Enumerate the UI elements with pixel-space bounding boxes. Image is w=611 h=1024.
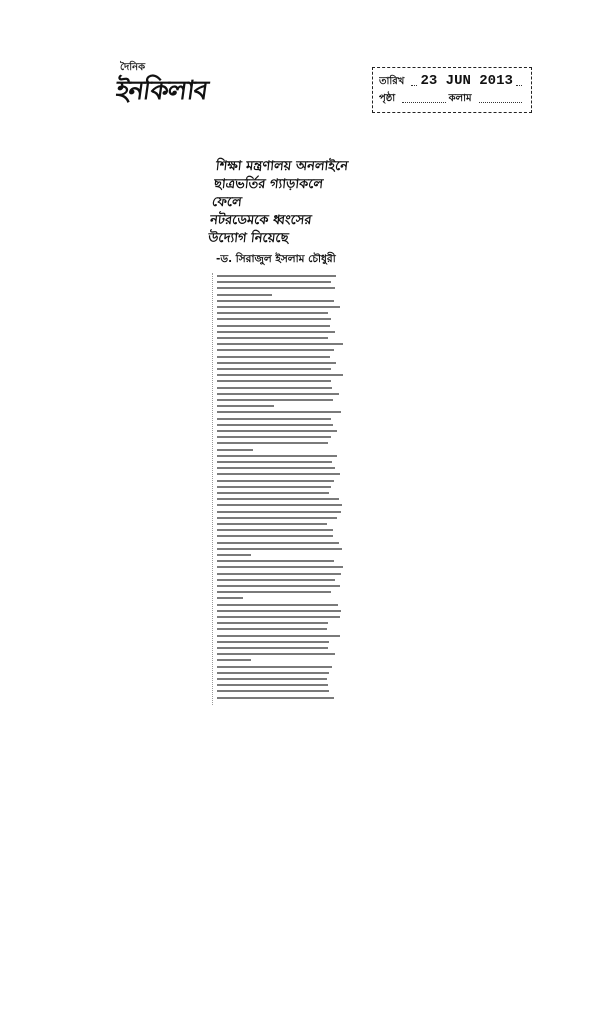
body-text-line bbox=[217, 597, 243, 599]
newspaper-masthead bbox=[116, 60, 236, 108]
body-text-line bbox=[217, 498, 339, 500]
body-text-line bbox=[217, 672, 329, 674]
body-text-line bbox=[217, 356, 330, 358]
body-text-line bbox=[217, 368, 331, 370]
body-text-line bbox=[217, 690, 329, 692]
body-text-line bbox=[217, 380, 331, 382]
article-body bbox=[212, 273, 347, 705]
body-text-line bbox=[217, 300, 334, 302]
body-text-line bbox=[217, 511, 341, 513]
body-text-line bbox=[217, 579, 335, 581]
stamp-page-label: পৃষ্ঠা bbox=[379, 93, 396, 104]
body-text-line bbox=[217, 504, 342, 506]
article-headline bbox=[207, 158, 351, 248]
article-body-illegible-lines bbox=[217, 273, 343, 705]
body-text-line bbox=[217, 312, 328, 314]
body-text-line bbox=[217, 647, 328, 649]
body-text-line bbox=[217, 461, 332, 463]
stamp-date-value: 23 JUN 2013 bbox=[420, 73, 513, 89]
body-text-line bbox=[217, 405, 274, 407]
stamp-date-label: তারিখ bbox=[379, 76, 405, 87]
body-text-line bbox=[217, 591, 331, 593]
body-text-line bbox=[217, 697, 334, 699]
stamp-column-label: কলাম bbox=[448, 93, 472, 104]
body-text-line bbox=[217, 337, 328, 339]
body-text-line bbox=[217, 566, 343, 568]
body-text-line bbox=[217, 306, 340, 308]
body-text-line bbox=[217, 287, 335, 289]
body-text-line bbox=[217, 449, 253, 451]
body-text-line bbox=[217, 523, 327, 525]
body-text-line bbox=[217, 548, 342, 550]
body-text-line bbox=[217, 455, 337, 457]
masthead-name: ইনকিলাব bbox=[114, 76, 210, 106]
body-text-line bbox=[217, 641, 329, 643]
body-text-line bbox=[217, 393, 339, 395]
body-text-line bbox=[217, 542, 339, 544]
body-text-line bbox=[217, 517, 337, 519]
body-text-line bbox=[217, 529, 333, 531]
body-text-line bbox=[217, 560, 334, 562]
body-text-line bbox=[217, 659, 251, 661]
body-text-line bbox=[217, 635, 340, 637]
body-text-line bbox=[217, 480, 334, 482]
body-text-line bbox=[217, 362, 336, 364]
body-text-line bbox=[217, 684, 328, 686]
body-text-line bbox=[217, 678, 327, 680]
body-text-line bbox=[217, 610, 341, 612]
body-text-line bbox=[217, 349, 334, 351]
headline-line: শিক্ষা মন্ত্রণালয় অনলাইনে bbox=[215, 159, 349, 174]
body-text-line bbox=[217, 616, 340, 618]
body-text-line bbox=[217, 442, 328, 444]
article-byline: -ড. সিরাজুল ইসলাম চৌধুরী bbox=[216, 253, 336, 265]
body-text-line bbox=[217, 628, 327, 630]
body-text-line bbox=[217, 486, 331, 488]
body-text-line bbox=[217, 492, 329, 494]
body-text-line bbox=[217, 275, 336, 277]
headline-line: নটরডেমকে ধ্বংসের bbox=[209, 213, 313, 228]
body-text-line bbox=[217, 573, 341, 575]
body-text-line bbox=[217, 331, 335, 333]
masthead-small-text: দৈনিক bbox=[120, 62, 146, 73]
body-text-line bbox=[217, 281, 331, 283]
article-clipping bbox=[207, 158, 349, 705]
body-text-line bbox=[217, 467, 335, 469]
body-text-line bbox=[217, 399, 333, 401]
body-text-line bbox=[217, 535, 333, 537]
body-text-line bbox=[217, 666, 332, 668]
headline-line: ছাত্রভর্তির গ্যাড়াকলে ফেলে bbox=[211, 177, 324, 210]
body-text-line bbox=[217, 343, 343, 345]
body-text-line bbox=[217, 418, 331, 420]
body-text-line bbox=[217, 294, 272, 296]
body-text-line bbox=[217, 325, 330, 327]
body-text-line bbox=[217, 424, 333, 426]
body-text-line bbox=[217, 318, 331, 320]
body-text-line bbox=[217, 473, 340, 475]
body-text-line bbox=[217, 436, 331, 438]
body-text-line bbox=[217, 653, 335, 655]
body-text-line bbox=[217, 387, 332, 389]
body-text-line bbox=[217, 374, 343, 376]
body-text-line bbox=[217, 430, 337, 432]
body-text-line bbox=[217, 622, 328, 624]
date-stamp bbox=[372, 67, 532, 113]
body-text-line bbox=[217, 585, 340, 587]
headline-line: উদ্যোগ নিয়েছে bbox=[207, 231, 290, 246]
body-text-line bbox=[217, 554, 251, 556]
body-text-line bbox=[217, 604, 338, 606]
body-text-line bbox=[217, 411, 341, 413]
